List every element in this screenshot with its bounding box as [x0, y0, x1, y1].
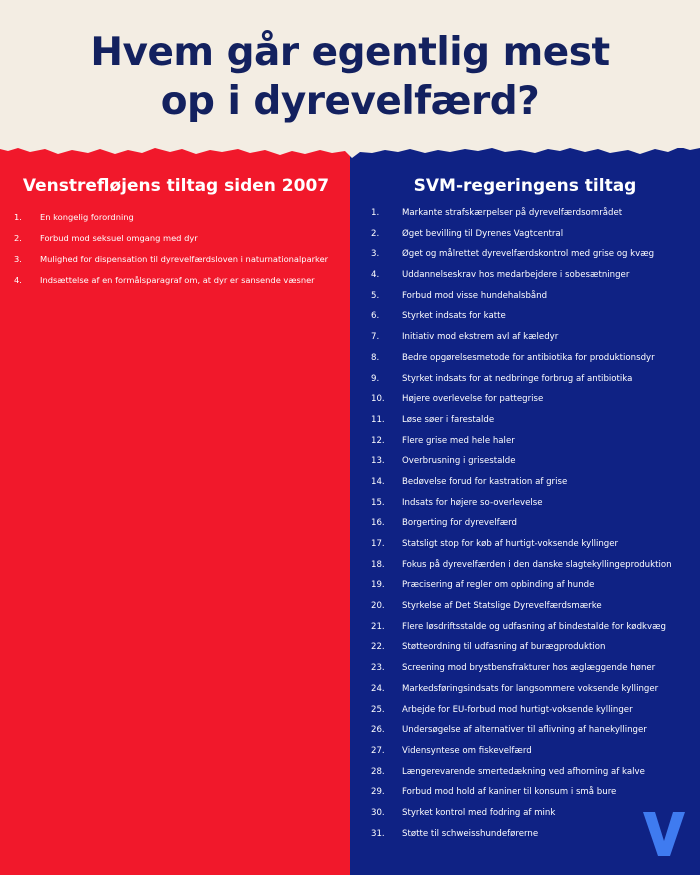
list-item-text: Undersøgelse af alternativer til aflivning af hanekyllinger — [402, 725, 647, 736]
list-item-number: 19. — [371, 580, 385, 591]
list-item — [371, 269, 691, 290]
list-item-text: Markedsføringsindsats for langsommere voksende kyllinger — [402, 683, 659, 694]
list-item — [371, 559, 691, 580]
list-item-number: 24. — [371, 683, 385, 694]
list-item-number: 1. — [371, 208, 380, 218]
list-item-text: Styrket indsats for at nedbringe forbrug af antibiotika — [402, 373, 633, 384]
list-item-number: 30. — [371, 807, 385, 818]
list-item-number: 3. — [371, 249, 380, 260]
list-item-number: 9. — [371, 373, 380, 384]
list-item-number: 28. — [371, 766, 385, 777]
list-item — [371, 310, 691, 331]
list-item-text: Screening mod brystbensfrakturer hos æglæggende høner — [402, 663, 656, 674]
list-item-number: 26. — [371, 725, 385, 736]
list-item-text: Statsligt stop for køb af hurtigt-voksende kyllinger — [402, 539, 619, 549]
list-item — [371, 621, 691, 642]
title-line-1: Hvem går egentlig mest — [90, 30, 610, 75]
right-list — [371, 207, 691, 848]
list-item — [371, 248, 691, 269]
list-item-number: 20. — [371, 601, 385, 612]
list-item-number: 31. — [371, 828, 385, 839]
list-item-text: Styrkelse af Det Statslige Dyrevelfærdsmærke — [402, 601, 602, 612]
list-item-number: 10. — [371, 394, 385, 405]
list-item — [371, 517, 691, 538]
list-item-text: Øget og målrettet dyrevelfærdskontrol med grise og kvæg — [402, 249, 655, 260]
torn-paper-edge — [0, 140, 700, 170]
list-item — [371, 786, 691, 807]
list-item-text: Indsats for højere so-overlevelse — [402, 497, 543, 508]
list-item-text: Fokus på dyrevelfærden i den danske slagtekyllingeproduktion — [402, 559, 672, 570]
list-item-text: Flere grise med hele haler — [402, 435, 515, 446]
list-item-text: En kongelig forordning — [40, 212, 134, 222]
list-item — [371, 683, 691, 704]
list-item-number: 1. — [14, 212, 22, 222]
list-item — [14, 232, 344, 253]
list-item-number: 6. — [371, 311, 380, 322]
list-item-text: Forbud mod visse hundehalsbånd — [402, 290, 548, 301]
list-item — [371, 393, 691, 414]
list-item-text: Borgerting for dyrevelfærd — [402, 518, 517, 529]
list-item-number: 3. — [14, 254, 22, 264]
list-item — [371, 228, 691, 249]
list-item — [371, 414, 691, 435]
list-item-text: Forbud mod seksuel omgang med dyr — [40, 233, 198, 243]
list-item-text: Indsættelse af en formålsparagraf om, at dyr er sansende væsner — [40, 275, 315, 285]
list-item — [371, 476, 691, 497]
list-item-number: 7. — [371, 332, 380, 343]
list-item — [371, 641, 691, 662]
list-item-text: Højere overlevelse for pattegrise — [402, 394, 544, 405]
list-item-number: 12. — [371, 435, 385, 446]
list-item-text: Øget bevilling til Dyrenes Vagtcentral — [402, 228, 564, 239]
list-item — [14, 253, 344, 274]
list-item-number: 15. — [371, 497, 385, 508]
page-title — [0, 28, 700, 126]
list-item-text: Bedøvelse forud for kastration af grise — [402, 476, 568, 487]
list-item — [371, 538, 691, 559]
list-item-number: 2. — [14, 233, 22, 243]
list-item-text: Støtteordning til udfasning af burægproduktion — [402, 642, 606, 653]
list-item-number: 21. — [371, 621, 385, 632]
list-item — [371, 435, 691, 456]
list-item — [371, 290, 691, 311]
list-item-text: Mulighed for dispensation til dyrevelfærdsloven i naturnationalparker — [40, 254, 329, 264]
list-item-number: 14. — [371, 476, 385, 487]
list-item — [371, 579, 691, 600]
right-heading: SVM-regeringens tiltag — [413, 176, 637, 196]
v-logo-icon — [641, 808, 687, 860]
list-item — [371, 662, 691, 683]
list-item — [371, 352, 691, 373]
list-item-text: Arbejde for EU-forbud mod hurtigt-voksende kyllinger — [402, 704, 633, 715]
list-item — [371, 724, 691, 745]
list-item-number: 18. — [371, 559, 385, 570]
list-item-text: Initiativ mod ekstrem avl af kæledyr — [402, 332, 559, 343]
list-item-number: 4. — [14, 275, 22, 285]
list-item — [14, 274, 344, 295]
list-item — [371, 207, 691, 228]
list-item-number: 4. — [371, 270, 380, 281]
list-item-text: Styrket kontrol med fodring af mink — [402, 807, 556, 818]
list-item-number: 11. — [371, 414, 385, 425]
list-item-number: 25. — [371, 704, 385, 715]
list-item-number: 23. — [371, 663, 385, 674]
list-item-text: Styrket indsats for katte — [402, 311, 506, 322]
list-item-number: 29. — [371, 787, 385, 798]
title-line-2: op i dyrevelfærd? — [160, 79, 540, 124]
list-item-text: Støtte til schweisshundeførerne — [402, 828, 539, 839]
list-item-number: 17. — [371, 539, 385, 549]
list-item-number: 27. — [371, 745, 385, 756]
list-item-text: Præcisering af regler om opbinding af hunde — [402, 580, 595, 591]
list-item — [371, 497, 691, 518]
list-item-text: Markante strafskærpelser på dyrevelfærdsområdet — [402, 208, 623, 218]
list-item-text: Forbud mod hold af kaniner til konsum i små bure — [402, 787, 617, 798]
list-item-number: 5. — [371, 290, 380, 301]
list-item — [371, 455, 691, 476]
list-item — [371, 704, 691, 725]
list-item-number: 2. — [371, 228, 380, 239]
list-item-text: Løse søer i farestalde — [402, 414, 495, 425]
list-item — [371, 745, 691, 766]
list-item-number: 16. — [371, 518, 385, 529]
list-item-number: 22. — [371, 642, 385, 653]
list-item-text: Vidensyntese om fiskevelfærd — [402, 745, 532, 756]
list-item-text: Flere løsdriftsstalde og udfasning af bindestalde for kødkvæg — [402, 621, 666, 632]
list-item — [371, 600, 691, 621]
left-heading: Venstrefløjens tiltag siden 2007 — [22, 176, 330, 196]
list-item-text: Overbrusning i grisestalde — [402, 456, 516, 467]
list-item-text: Uddannelseskrav hos medarbejdere i sobesætninger — [402, 270, 630, 281]
list-item-number: 8. — [371, 352, 380, 363]
left-list — [14, 211, 344, 295]
list-item-text: Bedre opgørelsesmetode for antibiotika for produktionsdyr — [402, 352, 655, 363]
list-item — [371, 331, 691, 352]
list-item — [14, 211, 344, 232]
list-item-number: 13. — [371, 456, 385, 467]
list-item-text: Længerevarende smertedækning ved afhorning af kalve — [402, 766, 645, 777]
list-item — [371, 766, 691, 787]
list-item — [371, 373, 691, 394]
